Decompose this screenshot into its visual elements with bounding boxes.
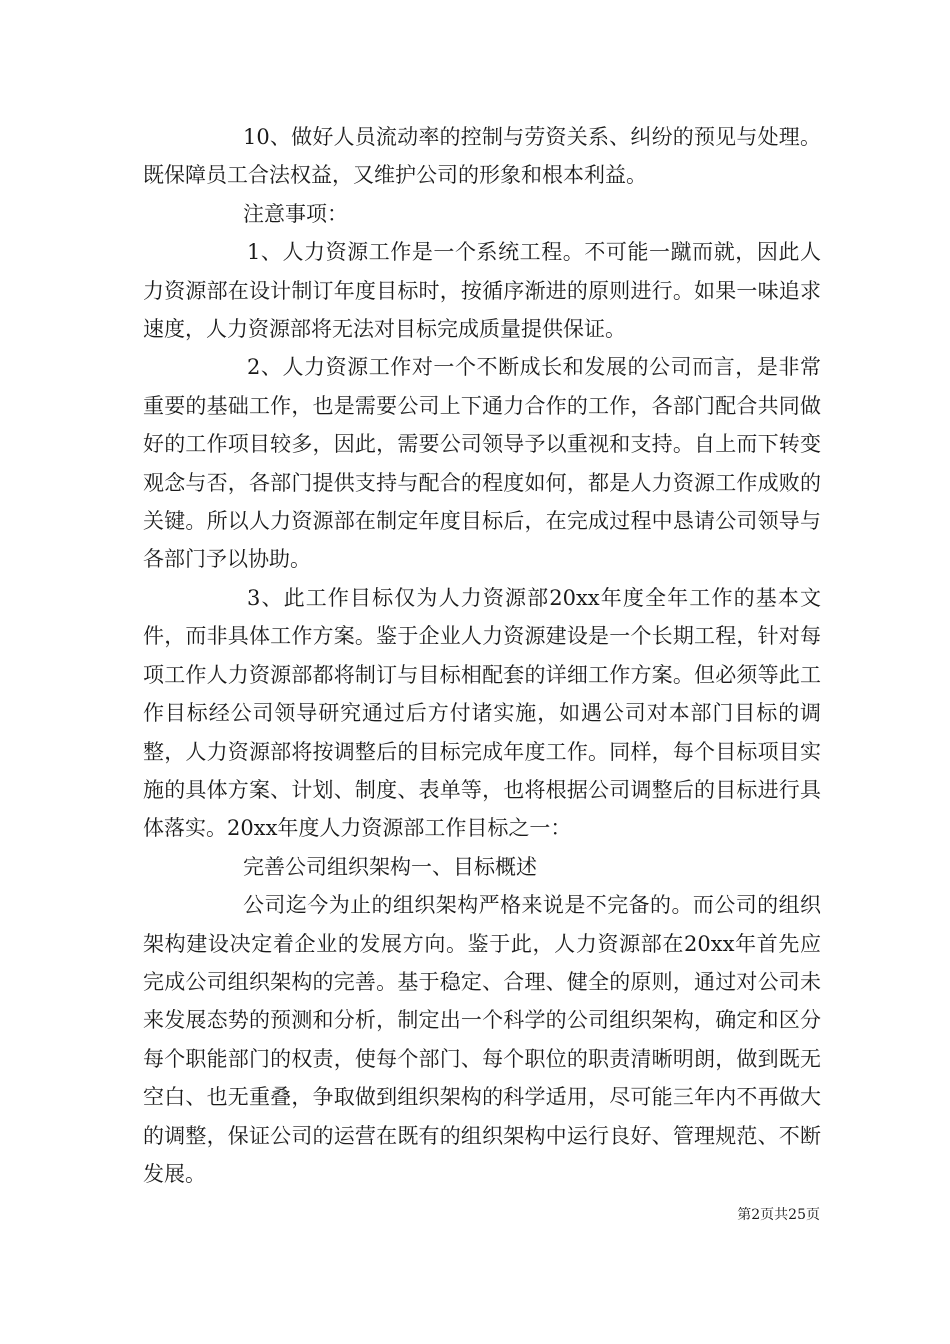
note-paragraph-2: 2、人力资源工作对一个不断成长和发展的公司而言，是非常重要的基础工作，也是需要公司上下通力合作的工作，各部门配合共同做好的工作项目较多，因此，需要公司领导予以重视和支持。自上而下转变观念与否，各部门提供支持与配合的程度如何，都是人力资源工作成败的关键。所以人力资源部在制定年度目标后，在完成过程中恳请公司领导与各部门予以协助。 xyxy=(143,355,821,572)
notes-heading: 注意事项： xyxy=(243,201,348,226)
paragraph-item-10: 10、做好人员流动率的控制与劳资关系、纠纷的预见与处理。既保障员工合法权益，又维护公司的形象和根本利益。 xyxy=(143,125,821,188)
note-paragraph-3: 3、此工作目标仅为人力资源部20xx年度全年工作的基本文件，而非具体工作方案。鉴于企业人力资源建设是一个长期工程，针对每项工作人力资源部都将制订与目标相配套的详细工作方案。但必须等此工作目标经公司领导研究通过后方付诸实施，如遇公司对本部门目标的调整，人力资源部将按调整后的目标完成年度工作。同样，每个目标项目实施的具体方案、计划、制度、表单等，也将根据公司调整后的目标进行具体落实。20xx年度人力资源部工作目标之一： xyxy=(143,585,821,841)
section-heading: 完善公司组织架构一、目标概述 xyxy=(243,854,537,879)
note-paragraph-1: 1、人力资源工作是一个系统工程。不可能一蹴而就，因此人力资源部在设计制订年度目标时，按循序渐进的原则进行。如果一味追求速度，人力资源部将无法对目标完成质量提供保证。 xyxy=(143,240,821,342)
overview-paragraph: 公司迄今为止的组织架构严格来说是不完备的。而公司的组织架构建设决定着企业的发展方向。鉴于此，人力资源部在20xx年首先应完成公司组织架构的完善。基于稳定、合理、健全的原则，通过对公司未来发展态势的预测和分析，制定出一个科学的公司组织架构，确定和区分每个职能部门的权责，使每个部门、每个职位的职责清晰明朗，做到既无空白、也无重叠，争取做到组织架构的科学适用，尽可能三年内不再做大的调整，保证公司的运营在既有的组织架构中运行良好、管理规范、不断发展。 xyxy=(143,893,821,1186)
document-body xyxy=(143,118,821,1193)
page-number-footer: 第2页共25页 xyxy=(737,1207,820,1223)
